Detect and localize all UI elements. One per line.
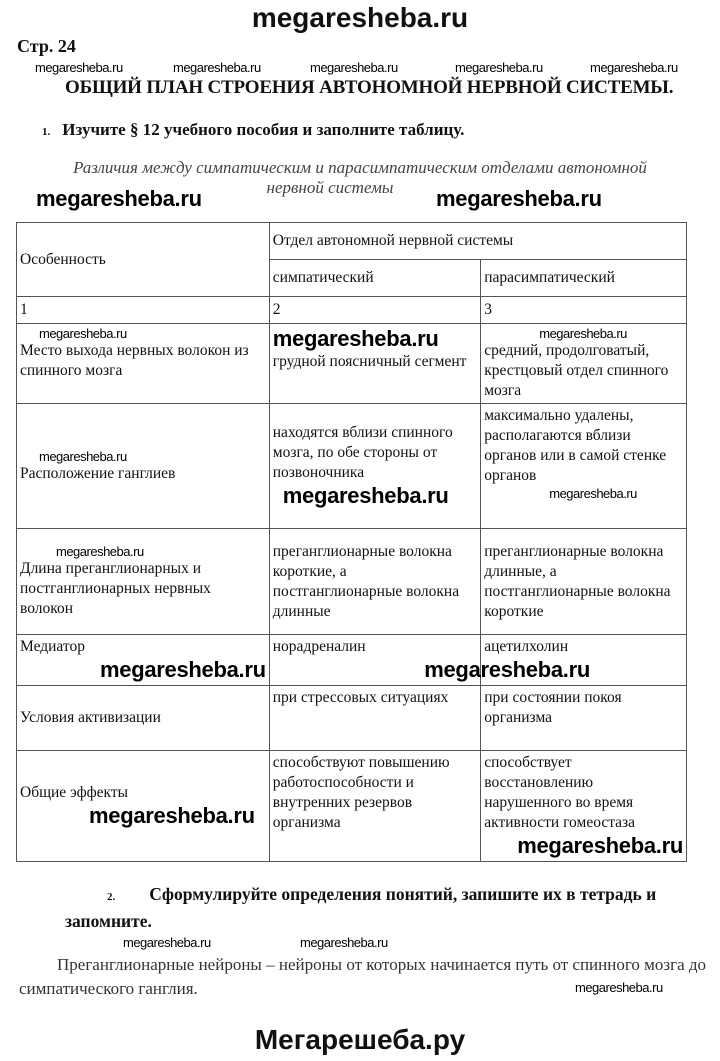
watermark: megaresheba.ru (100, 657, 266, 682)
para-text: способствует восстановлению нарушенного во время активности гомеостаза (484, 754, 636, 831)
feature-cell (17, 686, 270, 751)
para-text: при состоянии покоя организма (484, 689, 622, 726)
watermark: megaresheba.ru (539, 326, 627, 341)
watermark: megaresheba.ru (436, 186, 602, 211)
feature-cell (17, 324, 270, 404)
para-text: ацетилхолин (484, 638, 569, 655)
caption-line: Различия между симпатическим и парасимпатическим отделами автономной (73, 158, 647, 177)
sym-text: способствуют повышению работоспособности и внутренних резервов организма (272, 754, 450, 831)
comparison-table (16, 222, 687, 862)
site-footer: Мегарешеба.ру (254, 1024, 466, 1055)
sym-cell (269, 529, 480, 635)
para-text: преганглионарные волокна длинные, а постганглионарные волокна короткие (484, 542, 671, 620)
sym-text: при стрессовых ситуациях (272, 689, 449, 706)
feature-text: Условия активизации (20, 709, 161, 726)
page-title: ОБЩИЙ ПЛАН СТРОЕНИЯ АВТОНОМНОЙ НЕРВНОЙ СИСТЕМЫ. (65, 77, 674, 98)
definition-text: Преганглионарные нейроны – нейроны от которых начинается путь от спинного мозга до симпатического ганглия. (19, 955, 707, 998)
task-2 (65, 882, 705, 933)
watermark: megaresheba.ru (35, 60, 123, 75)
para-cell (481, 751, 687, 862)
feature-text: Расположение ганглиев (20, 464, 176, 482)
para-cell (481, 324, 687, 404)
watermark: megaresheba.ru (300, 935, 388, 950)
sym-cell (269, 751, 480, 862)
caption-line: нервной системы (266, 178, 394, 197)
header-feature: Особенность (17, 223, 270, 297)
watermark: megaresheba.ru (173, 60, 261, 75)
feature-cell (17, 529, 270, 635)
sym-cell (269, 324, 480, 404)
table-row (17, 686, 687, 751)
column-number: 1 (17, 297, 270, 324)
sym-text: норадреналин (272, 638, 366, 655)
watermark: megaresheba.ru (575, 980, 663, 995)
para-cell (481, 404, 687, 529)
table-row (17, 529, 687, 635)
sym-text: находятся вблизи спинного мозга, по обе стороны от позвоночника (272, 424, 453, 481)
para-cell (424, 635, 687, 686)
watermark: megaresheba.ru (123, 935, 211, 950)
feature-cell (17, 751, 270, 862)
watermark: megaresheba.ru (39, 448, 127, 464)
para-cell (481, 529, 687, 635)
table-row (17, 751, 687, 862)
watermark: megaresheba.ru (272, 326, 439, 351)
header-sympathetic: симпатический (269, 260, 480, 297)
column-number: 2 (269, 297, 480, 324)
watermark: megaresheba.ru (89, 803, 255, 828)
feature-text: Место выхода нервных волокон из спинного мозга (20, 342, 249, 379)
feature-text: Общие эффекты (20, 784, 129, 801)
page-label: Стр. 24 (17, 36, 76, 56)
header-group: Отдел автономной нервной системы (269, 223, 686, 260)
para-text: максимально удалены, располагаются вблизи органов или в самой стенке органов (484, 407, 667, 484)
table-row (17, 635, 687, 686)
site-header: megaresheba.ru (251, 2, 469, 33)
feature-cell (17, 635, 270, 686)
sym-text: грудной поясничный сегмент (272, 353, 467, 370)
watermark: megaresheba.ru (424, 657, 590, 682)
watermark: megaresheba.ru (549, 486, 637, 501)
watermark: megaresheba.ru (36, 186, 202, 211)
column-number: 3 (481, 297, 687, 324)
sym-text: преганглионарные волокна короткие, а постганглионарные волокна длинные (272, 542, 460, 620)
task-number: 1. (42, 126, 51, 138)
sym-cell (269, 686, 480, 751)
feature-text: Медиатор (20, 638, 85, 655)
para-text: средний, продолговатый, крестцовый отдел спинного мозга (484, 342, 669, 399)
sym-cell (269, 404, 480, 529)
watermark: megaresheba.ru (56, 544, 144, 559)
task-text: Сформулируйте определения понятий, запишите их в тетрадь и запомните. (65, 884, 657, 931)
task-text: Изучите § 12 учебного пособия и заполните таблицу. (62, 120, 465, 139)
watermark: megaresheba.ru (39, 326, 127, 341)
watermark: megaresheba.ru (310, 60, 398, 75)
para-cell (481, 686, 687, 751)
task-1 (42, 120, 464, 142)
watermark: megaresheba.ru (455, 60, 543, 75)
header-parasympathetic: парасимпатический (481, 260, 687, 297)
watermark: megaresheba.ru (282, 483, 449, 508)
table-row (17, 404, 687, 529)
table-row (17, 324, 687, 404)
watermark: megaresheba.ru (517, 833, 683, 858)
watermark: megaresheba.ru (590, 60, 678, 75)
task-number: 2. (107, 891, 116, 903)
feature-cell (17, 404, 270, 529)
feature-text: Длина преганглионарных и постганглионарных нервных волокон (20, 560, 211, 617)
